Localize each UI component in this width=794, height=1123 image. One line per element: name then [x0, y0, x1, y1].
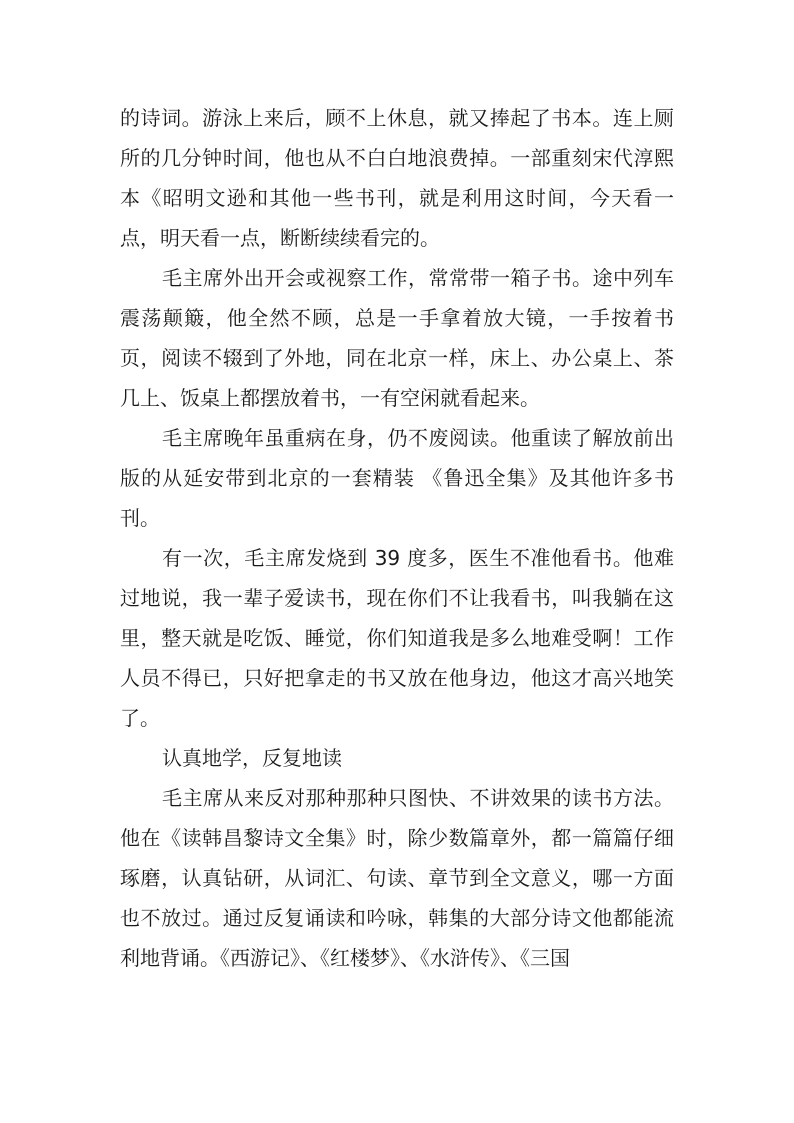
document-body [120, 98, 674, 978]
paragraph-continuation: 的诗词。游泳上来后，顾不上休息，就又捧起了书本。连上厕所的几分钟时间，他也从不白白地浪费掉。一部重刻宋代淳熙本《昭明文逊和其他一些书刊，就是利用这时间，今天看一点，明天看一点，断断续续看完的。 [120, 106, 674, 250]
paragraph-reading-method: 毛主席从来反对那种那种只图快、不讲效果的读书方法。他在《读韩昌黎诗文全集》时，除少数篇章外，都一篇篇仔细琢磨，认真钻研，从词汇、句读、章节到全文意义，哪一方面也不放过。通过反复诵读和吟咏，韩集的大部分诗文他都能流利地背诵。《西游记》、《红楼梦》、《水浒传》、《三国 [120, 786, 674, 970]
paragraph-fever-story: 有一次，毛主席发烧到 39 度多，医生不准他看书。他难过地说，我一辈子爱读书，现在你们不让我看书，叫我躺在这里，整天就是吃饭、睡觉，你们知道我是多么地难受啊！工作人员不得已，只好把拿走的书又放在他身边，他这才高兴地笑了。 [120, 546, 674, 730]
paragraph-travel-reading: 毛主席外出开会或视察工作，常常带一箱子书。途中列车震荡颠簸，他全然不顾，总是一手拿着放大镜，一手按着书页，阅读不辍到了外地，同在北京一样，床上、办公桌上、茶几上、饭桌上都摆放着书，一有空闲就看起来。 [120, 266, 674, 410]
paragraph-late-years: 毛主席晚年虽重病在身，仍不废阅读。他重读了解放前出版的从延安带到北京的一套精装 《鲁迅全集》及其他许多书刊。 [120, 426, 674, 530]
section-heading: 认真地学，反复地读 [162, 746, 342, 770]
